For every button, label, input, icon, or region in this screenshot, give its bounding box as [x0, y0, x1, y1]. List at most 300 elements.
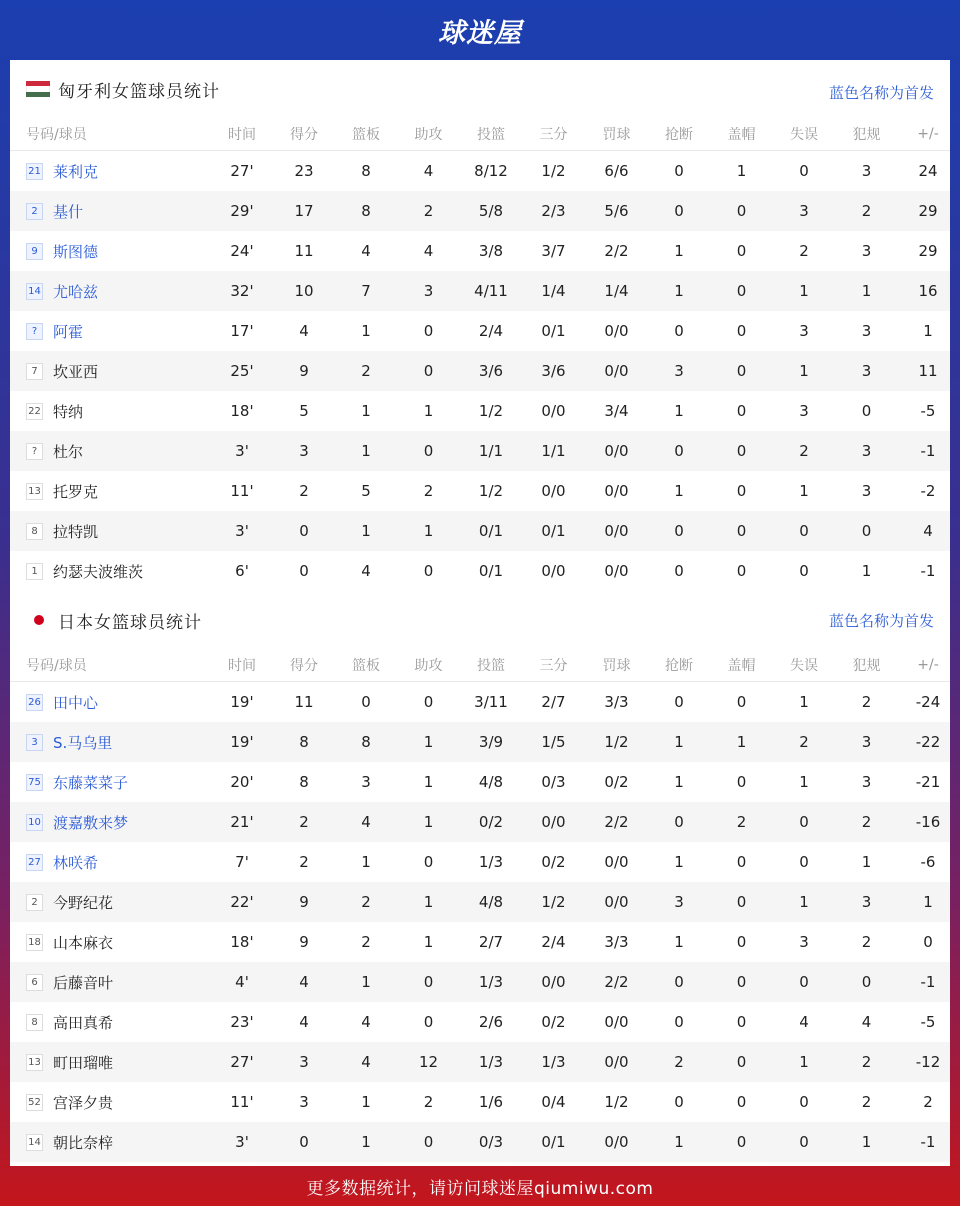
stat-cell: 0: [799, 162, 809, 180]
stat-cell: -2: [920, 482, 936, 500]
player-name: 高田真希: [53, 1013, 114, 1032]
stat-cell: 0: [423, 1013, 434, 1031]
stat-cell: 1: [361, 402, 371, 420]
stat-cell: 0: [861, 522, 872, 540]
stat-cell: 0/1: [541, 522, 566, 540]
stat-cell: 5: [299, 402, 309, 420]
stat-cell: 0: [299, 562, 309, 580]
stat-cell: 24': [230, 242, 254, 260]
brand-logo: 球迷屋: [438, 17, 522, 49]
stat-cell: 4: [299, 973, 309, 991]
stat-cell: 0: [674, 162, 684, 180]
table-row: [10, 762, 950, 802]
japan-flag-icon: [34, 615, 44, 625]
stat-cell: 1: [861, 282, 872, 300]
stat-cell: 3: [423, 282, 434, 300]
stat-cell: 0/0: [541, 973, 566, 991]
stat-cell: 2: [361, 362, 371, 380]
stat-cell: 0: [299, 522, 309, 540]
stat-cell: 18': [230, 933, 254, 951]
stat-cell: 2/7: [478, 933, 504, 951]
stat-cell: 1/6: [478, 1093, 504, 1111]
stat-cell: 29': [230, 202, 254, 220]
stat-cell: 17': [230, 322, 254, 340]
stat-cell: 1: [799, 1053, 809, 1071]
stat-cell: 0: [674, 1013, 684, 1031]
player-cell: [26, 1132, 211, 1153]
stat-cell: 2/7: [541, 693, 566, 711]
stat-cell: 1: [799, 482, 809, 500]
stat-cell: 1: [674, 242, 684, 260]
table-header: [10, 118, 950, 151]
stat-cell: 0/0: [604, 1133, 629, 1151]
stat-cell: 0/2: [541, 853, 566, 871]
stat-cell: 1/2: [541, 162, 566, 180]
team-section-japan: [10, 591, 950, 1162]
stat-cell: 1: [423, 402, 434, 420]
stat-cell: 0/0: [604, 853, 629, 871]
column-header: +/-: [917, 657, 939, 673]
player-cell: [26, 1052, 211, 1073]
table-row: [10, 722, 950, 762]
stat-cell: 4: [923, 522, 933, 540]
player-name[interactable]: 阿霍: [53, 322, 84, 341]
stat-cell: 29: [918, 202, 938, 220]
stat-cell: 10: [294, 282, 314, 300]
jersey-number: 75: [26, 774, 43, 791]
table-row: [10, 351, 950, 391]
stat-cell: 0/0: [604, 893, 629, 911]
stat-cell: 0: [674, 562, 684, 580]
stat-cell: 1: [674, 933, 684, 951]
stat-cell: 0/1: [541, 1133, 566, 1151]
table-row: [10, 1082, 950, 1122]
stat-cell: 1: [423, 522, 434, 540]
jersey-number: 10: [26, 814, 43, 831]
stat-cell: 3: [299, 1053, 309, 1071]
stat-cell: 0: [423, 973, 434, 991]
stat-cell: -21: [915, 773, 941, 791]
player-cell: [26, 1012, 211, 1033]
column-header: 三分: [539, 127, 568, 143]
stat-cell: 0: [799, 853, 809, 871]
stat-cell: 1/3: [478, 973, 504, 991]
stat-cell: -24: [915, 693, 941, 711]
player-name[interactable]: 东藤菜菜子: [53, 773, 129, 792]
stat-cell: 2/4: [541, 933, 566, 951]
section-header: [10, 591, 950, 649]
jersey-number: 8: [26, 1014, 43, 1031]
jersey-number: 26: [26, 694, 43, 711]
stat-cell: 1/1: [541, 442, 566, 460]
stat-cell: 0: [674, 322, 684, 340]
column-header: +/-: [917, 126, 939, 142]
stat-cell: 4/11: [474, 282, 508, 300]
stat-cell: 4: [423, 162, 434, 180]
stat-cell: 5/8: [478, 202, 504, 220]
stat-cell: 4/8: [478, 773, 504, 791]
stat-cell: 0: [736, 242, 747, 260]
stat-cell: 1: [861, 1133, 872, 1151]
jersey-number: 52: [26, 1094, 43, 1111]
stat-cell: 2: [299, 853, 309, 871]
stat-cell: 0: [799, 562, 809, 580]
stat-cell: 0: [674, 1093, 684, 1111]
player-name[interactable]: S.马乌里: [53, 733, 113, 752]
stat-cell: 1/3: [478, 1053, 504, 1071]
player-cell: [26, 892, 211, 913]
table-header: [10, 649, 950, 682]
stat-cell: 0: [799, 1133, 809, 1151]
stat-cell: 27': [230, 162, 254, 180]
stat-cell: 4: [299, 1013, 309, 1031]
stat-cell: 4: [361, 562, 371, 580]
stat-cell: 3': [235, 1133, 249, 1151]
column-header: 罚球: [602, 127, 631, 143]
player-cell: [26, 972, 211, 993]
stat-cell: 0/0: [541, 402, 566, 420]
stat-cell: -1: [920, 442, 936, 460]
stat-cell: 4: [361, 813, 371, 831]
player-name: 拉特凯: [53, 522, 99, 541]
stat-cell: 0: [736, 282, 747, 300]
player-cell: [26, 321, 211, 342]
table-row: [10, 1002, 950, 1042]
player-cell: [26, 932, 211, 953]
stat-cell: 3: [799, 322, 809, 340]
stat-cell: 1/5: [541, 733, 566, 751]
player-name: 托罗克: [53, 482, 99, 501]
stat-cell: 0: [674, 202, 684, 220]
stat-cell: 1: [736, 733, 747, 751]
stat-cell: 7': [235, 853, 249, 871]
stat-cell: 0: [923, 933, 933, 951]
stat-cell: 3: [674, 893, 684, 911]
stat-cell: 1: [361, 1093, 371, 1111]
stat-cell: 18': [230, 402, 254, 420]
section-title: 匈牙利女篮球员统计: [58, 81, 220, 102]
stat-cell: 3: [861, 893, 872, 911]
stat-cell: 0/0: [604, 482, 629, 500]
stat-cell: 2/6: [478, 1013, 504, 1031]
player-name: 朝比奈梓: [53, 1133, 114, 1152]
stat-cell: 5/6: [604, 202, 629, 220]
stat-cell: 27': [230, 1053, 254, 1071]
stat-cell: 3/7: [541, 242, 566, 260]
stat-cell: 1/3: [478, 853, 504, 871]
column-header: 篮板: [352, 658, 380, 674]
stat-cell: 3/3: [604, 933, 629, 951]
jersey-number: 2: [26, 203, 43, 220]
stat-cell: 25': [230, 362, 254, 380]
stat-cell: 2: [361, 933, 371, 951]
stat-cell: 0/0: [541, 813, 566, 831]
stat-cell: 0: [674, 813, 684, 831]
stat-cell: 11: [294, 693, 314, 711]
stat-cell: 20': [230, 773, 254, 791]
stat-cell: 3/9: [478, 733, 504, 751]
column-header: 助攻: [414, 127, 443, 143]
stat-cell: 3: [799, 202, 809, 220]
stat-cell: 29: [918, 242, 938, 260]
section-header: [10, 60, 950, 118]
stat-cell: 23': [230, 1013, 254, 1031]
stat-cell: 0: [736, 693, 747, 711]
column-header: 失误: [790, 658, 818, 674]
stat-cell: 3: [861, 242, 872, 260]
stat-cell: 5: [361, 482, 371, 500]
player-name[interactable]: 斯图德: [53, 242, 99, 261]
player-name: 今野纪花: [53, 893, 114, 912]
stat-cell: 11: [294, 242, 314, 260]
stat-cell: 0/2: [478, 813, 504, 831]
stat-cell: 0: [736, 482, 747, 500]
stat-cell: 0/0: [604, 562, 629, 580]
player-cell: [26, 401, 211, 422]
stat-cell: 22': [230, 893, 254, 911]
jersey-number: 22: [26, 403, 43, 420]
player-name[interactable]: 莱利克: [53, 162, 99, 181]
stat-cell: 1: [923, 893, 933, 911]
stat-cell: 2: [736, 813, 747, 831]
player-cell: [26, 161, 211, 182]
stat-cell: 11': [230, 482, 254, 500]
stat-cell: 3: [674, 362, 684, 380]
stat-cell: 1/4: [541, 282, 566, 300]
stat-cell: 4: [361, 242, 371, 260]
table-row: [10, 391, 950, 431]
stat-cell: 4: [299, 322, 309, 340]
stat-cell: -5: [920, 1013, 936, 1031]
player-name[interactable]: 田中心: [53, 693, 99, 712]
stat-cell: 1: [799, 893, 809, 911]
jersey-number: ?: [26, 323, 43, 340]
stat-cell: 11: [918, 362, 938, 380]
stat-cell: 4: [423, 242, 434, 260]
table-row: [10, 682, 950, 722]
stat-cell: 0: [799, 973, 809, 991]
stat-cell: 9: [299, 893, 309, 911]
player-cell: [26, 241, 211, 262]
stat-cell: 3: [861, 442, 872, 460]
stat-cell: 1: [674, 853, 684, 871]
stat-cell: 1: [361, 853, 371, 871]
player-name: 约瑟夫波维茨: [53, 562, 144, 581]
stat-cell: 0: [299, 1133, 309, 1151]
player-cell: [26, 441, 211, 462]
stat-cell: 2: [923, 1093, 933, 1111]
stat-cell: 4/8: [478, 893, 504, 911]
stat-cell: 1: [361, 522, 371, 540]
stat-cell: 21': [230, 813, 254, 831]
stat-cell: 0: [799, 813, 809, 831]
stat-cell: 0: [736, 442, 747, 460]
table-body: [10, 682, 950, 1162]
stat-cell: 0/0: [604, 362, 629, 380]
stat-cell: 0: [423, 322, 434, 340]
stat-cell: 2: [423, 202, 434, 220]
stat-cell: 4: [799, 1013, 809, 1031]
table-row: [10, 882, 950, 922]
player-name: 坎亚西: [53, 362, 99, 381]
stat-cell: 0: [674, 442, 684, 460]
table-row: [10, 311, 950, 351]
player-name: 特纳: [53, 402, 84, 421]
stat-cell: 0: [799, 522, 809, 540]
player-cell: [26, 361, 211, 382]
table-row: [10, 551, 950, 591]
stat-cell: 2: [423, 1093, 434, 1111]
stat-cell: 3: [861, 322, 872, 340]
stat-cell: 3: [861, 362, 872, 380]
stat-cell: 1: [423, 933, 434, 951]
stat-cell: 0: [861, 973, 872, 991]
player-name[interactable]: 尤哈兹: [53, 282, 99, 301]
stat-cell: 0/1: [541, 322, 566, 340]
stat-cell: 8/12: [474, 162, 508, 180]
starter-note: 蓝色名称为首发: [828, 611, 934, 630]
stat-cell: 1: [861, 853, 872, 871]
stat-cell: -1: [920, 973, 936, 991]
column-header: 时间: [228, 127, 256, 143]
stat-cell: 1/2: [604, 733, 629, 751]
stat-cell: -6: [920, 853, 936, 871]
stat-cell: -16: [915, 813, 941, 831]
stat-cell: 1/4: [604, 282, 629, 300]
stat-cell: 0: [736, 402, 747, 420]
stat-cell: 0/2: [604, 773, 629, 791]
table-row: [10, 271, 950, 311]
column-header: 盖帽: [727, 127, 756, 143]
stat-cell: 1/2: [541, 893, 566, 911]
stat-cell: 3: [299, 1093, 309, 1111]
stat-cell: 2: [861, 813, 872, 831]
stat-cell: -5: [920, 402, 936, 420]
stat-cell: 2: [423, 482, 434, 500]
stat-cell: 0: [423, 1133, 434, 1151]
stat-cell: 0: [861, 402, 872, 420]
stat-cell: 1: [799, 773, 809, 791]
stat-cell: 1: [799, 362, 809, 380]
stat-cell: 1: [361, 973, 371, 991]
stat-cell: 0/0: [604, 1053, 629, 1071]
stat-cell: 0/0: [604, 522, 629, 540]
table-row: [10, 231, 950, 271]
player-cell: [26, 561, 211, 582]
stat-cell: 1: [674, 733, 684, 751]
column-header: 投篮: [477, 658, 505, 674]
stat-cell: 0: [423, 442, 434, 460]
stat-cell: 1: [799, 282, 809, 300]
table-row: [10, 191, 950, 231]
column-header: 抢断: [665, 658, 693, 674]
stat-cell: 1: [423, 813, 434, 831]
table-row: [10, 922, 950, 962]
table-row: [10, 962, 950, 1002]
stat-cell: 3: [799, 933, 809, 951]
player-cell: [26, 521, 211, 542]
player-name[interactable]: 渡嘉敷来梦: [53, 813, 129, 832]
stat-cell: 2: [361, 893, 371, 911]
player-name: 町田瑠唯: [53, 1053, 114, 1072]
player-name[interactable]: 基什: [53, 202, 84, 221]
stat-cell: 0: [736, 322, 747, 340]
stat-cell: 0: [423, 562, 434, 580]
stat-cell: 9: [299, 362, 309, 380]
stat-cell: 1: [799, 693, 809, 711]
stat-cell: 2: [861, 202, 872, 220]
stat-cell: 3: [861, 482, 872, 500]
column-header: 篮板: [352, 127, 380, 143]
column-header: 罚球: [602, 658, 631, 674]
jersey-number: 13: [26, 483, 43, 500]
stat-cell: 0: [736, 1053, 747, 1071]
table-body: [10, 151, 950, 591]
stat-cell: 2: [799, 242, 809, 260]
player-name: 宫泽夕贵: [53, 1093, 114, 1112]
stat-cell: 0/3: [541, 773, 566, 791]
stat-cell: 3: [861, 773, 872, 791]
stats-card: [10, 60, 950, 1166]
stat-cell: 11': [230, 1093, 254, 1111]
column-header: 号码/球员: [26, 658, 87, 674]
column-header: 盖帽: [727, 658, 756, 674]
hungary-flag-icon: [26, 81, 50, 97]
column-header: 号码/球员: [26, 127, 87, 143]
stat-cell: 1/2: [478, 402, 504, 420]
stat-cell: 3: [361, 773, 371, 791]
column-header: 投篮: [477, 127, 505, 143]
section-title: 日本女篮球员统计: [58, 612, 202, 633]
stat-cell: -12: [915, 1053, 941, 1071]
column-header: 时间: [228, 658, 256, 674]
stat-cell: 0: [736, 853, 747, 871]
table-row: [10, 151, 950, 191]
stat-cell: 8: [361, 733, 371, 751]
stat-cell: 1: [423, 893, 434, 911]
stat-cell: 4: [361, 1053, 371, 1071]
table-row: [10, 802, 950, 842]
column-header: 三分: [539, 658, 568, 674]
column-header: 得分: [290, 658, 318, 674]
stat-cell: 2: [299, 482, 309, 500]
stat-cell: 3: [861, 162, 872, 180]
player-name: 山本麻衣: [53, 933, 114, 952]
stat-cell: 0/2: [541, 1013, 566, 1031]
stat-cell: 0: [423, 362, 434, 380]
player-cell: [26, 1092, 211, 1113]
stat-cell: -22: [915, 733, 941, 751]
stat-cell: 0/0: [604, 322, 629, 340]
stat-cell: 0: [736, 973, 747, 991]
footer-link[interactable]: 更多数据统计，请访问球迷屋qiumiwu.com: [306, 1178, 654, 1199]
stat-cell: 8: [361, 162, 371, 180]
stat-cell: 3: [861, 733, 872, 751]
player-cell: [26, 481, 211, 502]
stat-cell: -1: [920, 562, 936, 580]
stat-cell: 0: [736, 1093, 747, 1111]
jersey-number: 6: [26, 974, 43, 991]
jersey-number: 14: [26, 1134, 43, 1151]
stat-cell: 3/11: [474, 693, 508, 711]
player-name[interactable]: 林咲希: [53, 853, 99, 872]
stat-cell: 2: [674, 1053, 684, 1071]
stat-cell: 1: [674, 1133, 684, 1151]
jersey-number: 9: [26, 243, 43, 260]
stat-cell: 3/3: [604, 693, 629, 711]
stat-cell: 0: [736, 202, 747, 220]
stat-cell: 2/2: [604, 973, 629, 991]
